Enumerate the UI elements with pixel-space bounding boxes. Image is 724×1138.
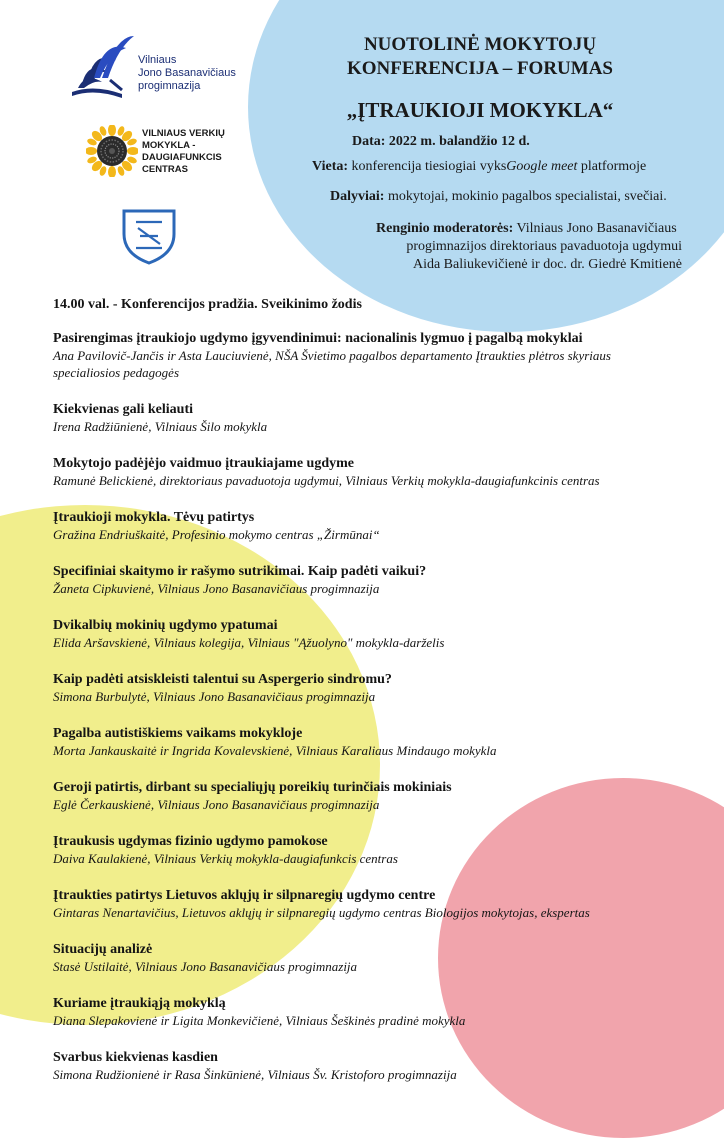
agenda-item-speaker: Ramunė Belickienė, direktoriaus pavaduotoja ugdymui, Vilniaus Verkių mokykla-daugiafunkcinis centras bbox=[53, 473, 600, 488]
agenda-item-speaker: Daiva Kaulakienė, Vilniaus Verkių mokykla-daugiafunkcis centras bbox=[53, 851, 398, 866]
event-moderators-line2: progimnazijos direktoriaus pavaduotoja ugdymui bbox=[406, 239, 682, 254]
agenda-list bbox=[53, 330, 703, 1083]
agenda-item-title: Svarbus kiekvienas kasdien bbox=[53, 1050, 218, 1065]
agenda-item bbox=[53, 617, 703, 651]
agenda-item-speaker: Irena Radžiūnienė, Vilniaus Šilo mokykla bbox=[53, 419, 268, 434]
agenda-item-title: Specifiniai skaitymo ir rašymo sutrikimai. Kaip padėti vaikui? bbox=[53, 564, 427, 579]
school-logo bbox=[64, 32, 244, 104]
title-line-1: NUOTOLINĖ MOKYTOJŲ bbox=[363, 34, 597, 55]
agenda-item-title: Įtraukties patirtys Lietuvos aklųjų ir silpnaregių ugdymo centre bbox=[53, 888, 436, 903]
school-logo-text: Vilniaus Jono Basanavičiaus progimnazija bbox=[138, 54, 236, 92]
agenda-item-title: Pagalba autistiškiems vaikams mokykloje bbox=[53, 726, 303, 741]
agenda-item-speaker: Gintaras Nenartavičius, Lietuvos aklųjų ir silpnaregių ugdymo centras Biologijos mokytojas, ekspertas bbox=[53, 905, 590, 920]
agenda-item bbox=[53, 1049, 703, 1083]
event-subtitle: „ĮTRAUKIOJI MOKYKLA“ bbox=[346, 98, 614, 122]
agenda-item bbox=[53, 330, 703, 381]
agenda-item bbox=[53, 725, 703, 759]
agenda-item-title: Kaip padėti atsiskleisti talentui su Aspergerio sindromu? bbox=[53, 672, 392, 687]
agenda-item-title: Kuriame įtraukiąją mokyklą bbox=[53, 996, 226, 1011]
agenda-item-title: Situacijų analizė bbox=[53, 942, 153, 957]
event-moderators: Renginio moderatorės: Vilniaus Jono Basanavičiaus bbox=[376, 221, 677, 236]
agenda-item-title: Pasirengimas įtraukiojo ugdymo įgyvendinimui: nacionalinis lygmuo į pagalbą mokyklai bbox=[53, 331, 583, 346]
agenda-item-title: Dvikalbių mokinių ugdymo ypatumai bbox=[53, 618, 278, 633]
agenda-item bbox=[53, 779, 703, 813]
agenda-item-speaker: Stasė Ustilaitė, Vilniaus Jono Basanavičiaus progimnazija bbox=[53, 959, 358, 974]
agenda-item bbox=[53, 671, 703, 705]
agenda-item-title: Geroji patirtis, dirbant su specialiųjų poreikių turinčiais mokiniais bbox=[53, 780, 452, 795]
event-moderators-line3: Aida Baliukevičienė ir doc. dr. Giedrė Kmitienė bbox=[412, 257, 682, 272]
shield-emblem-icon bbox=[118, 208, 180, 266]
shield-logo bbox=[118, 208, 180, 266]
event-date: Data: 2022 m. balandžio 12 d. bbox=[352, 134, 530, 149]
agenda-item bbox=[53, 455, 703, 489]
event-participants: Dalyviai: mokytojai, mokinio pagalbos specialistai, svečiai. bbox=[330, 189, 667, 204]
agenda-item-speaker: Simona Burbulytė, Vilniaus Jono Basanavičiaus progimnazija bbox=[53, 689, 376, 704]
agenda-item bbox=[53, 833, 703, 867]
agenda-item bbox=[53, 509, 703, 543]
agenda-item bbox=[53, 941, 703, 975]
agenda-item-speaker-cont: specialiosios pedagogės bbox=[53, 365, 180, 380]
book-flame-icon bbox=[64, 32, 138, 104]
verkiai-logo-text: VILNIAUS VERKIŲ MOKYKLA - DAUGIAFUNKCIS CENTRAS bbox=[142, 128, 225, 175]
agenda-item-speaker: Ana Pavilovič-Jančis ir Asta Lauciuvienė, NŠA Švietimo pagalbos departamento Įtraukties plėtros skyriaus bbox=[53, 348, 611, 363]
agenda-item bbox=[53, 887, 703, 921]
agenda-item-speaker: Morta Jankauskaitė ir Ingrida Kovalevskienė, Vilniaus Karaliaus Mindaugo mokykla bbox=[53, 743, 497, 758]
title-line-2: KONFERENCIJA – FORUMAS bbox=[346, 58, 613, 79]
agenda-item-speaker: Žaneta Cipkuvienė, Vilniaus Jono Basanavičiaus progimnazija bbox=[53, 581, 380, 596]
agenda-item bbox=[53, 401, 703, 435]
verkiai-logo bbox=[86, 125, 256, 195]
agenda-item-speaker: Diana Slepakovienė ir Ligita Monkevičienė, Vilniaus Šeškinės pradinė mokykla bbox=[53, 1013, 466, 1028]
agenda-item-speaker: Eglė Čerkauskienė, Vilniaus Jono Basanavičiaus progimnazija bbox=[53, 797, 380, 812]
event-location: Vieta: konferencija tiesiogiai vyksGoogle meet platformoje bbox=[312, 159, 647, 174]
agenda-item-speaker: Elida Aršavskienė, Vilniaus kolegija, Vilniaus "Ąžuolyno" mokykla-darželis bbox=[53, 635, 445, 650]
agenda-item-speaker: Simona Rudžionienė ir Rasa Šinkūnienė, Vilniaus Šv. Kristoforo progimnazija bbox=[53, 1067, 457, 1082]
agenda-item-title: Įtraukusis ugdymas fizinio ugdymo pamokose bbox=[53, 834, 328, 849]
agenda-item-speaker: Gražina Endriuškaitė, Profesinio mokymo centras „Žirmūnai“ bbox=[53, 527, 380, 542]
sunflower-icon bbox=[86, 125, 138, 177]
agenda-item-title: Kiekvienas gali keliauti bbox=[53, 402, 194, 417]
agenda-item-title: Įtraukioji mokykla. Tėvų patirtys bbox=[53, 510, 255, 525]
agenda-item bbox=[53, 563, 703, 597]
opening-session: 14.00 val. - Konferencijos pradžia. Sveikinimo žodis bbox=[53, 297, 362, 312]
agenda-item-title: Mokytojo padėjėjo vaidmuo įtraukiajame ugdyme bbox=[53, 456, 354, 471]
